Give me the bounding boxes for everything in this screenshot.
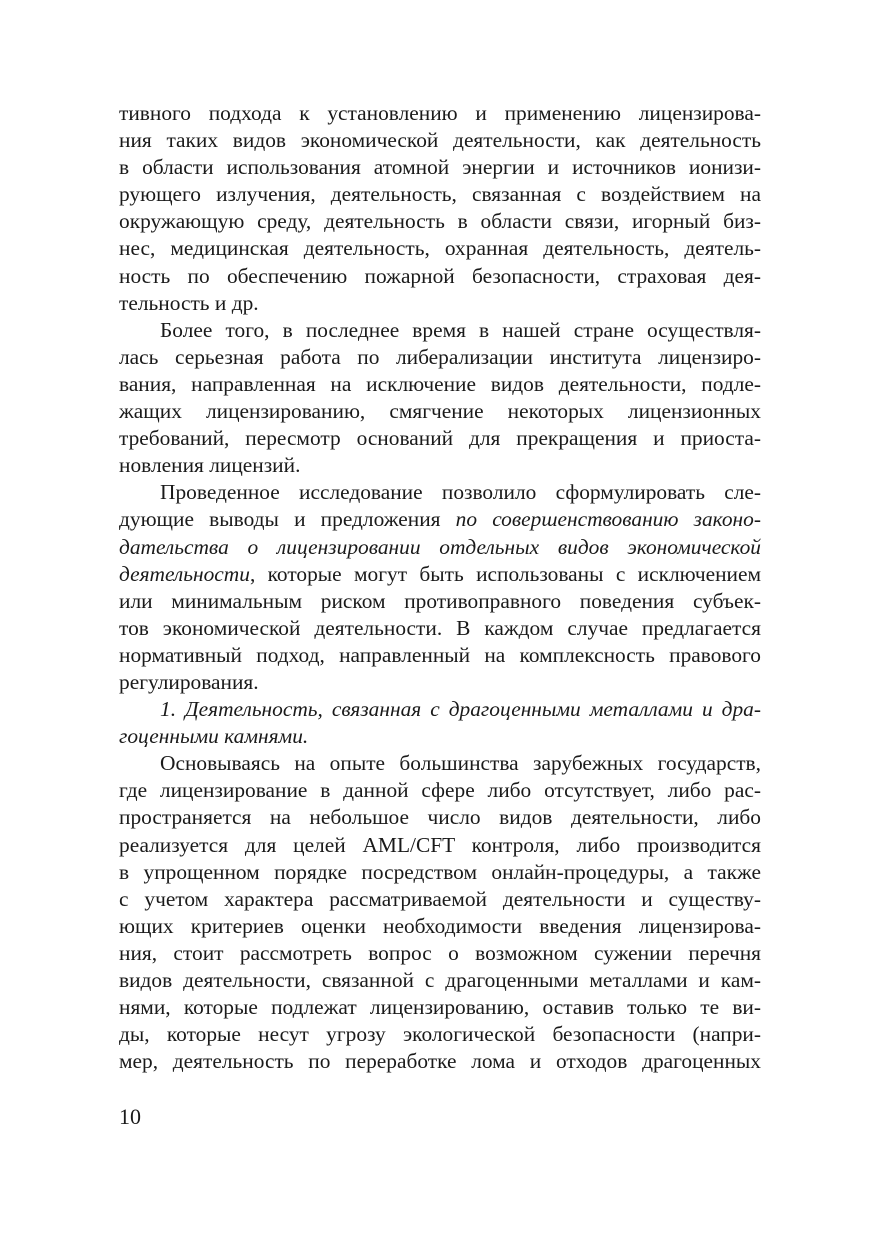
text-line: тивного подхода к установлению и применению лицензирова- (119, 101, 761, 125)
text-fragment: дующие выводы и предложения (119, 507, 456, 532)
text-line: ющих критериев оценки необходимости введения лицензирова- (119, 913, 761, 938)
text-line: лась серьезная работа по либерализации института лицензиро- (119, 344, 761, 369)
italic-line: дательства о лицензировании отдельных видов экономической (119, 534, 761, 559)
text-line: с учетом характера рассматриваемой деятельности и существу- (119, 886, 761, 911)
text-line: мер, деятельность по переработке лома и отходов драгоценных (119, 1049, 761, 1074)
text-line: рующего излучения, деятельность, связанная с воздействием на (119, 182, 761, 207)
body-text (119, 100, 761, 1075)
italic-line: 1. Деятельность, связанная с драгоценными металлами и дра- (160, 697, 761, 722)
text-line (119, 561, 761, 588)
text-line: нес, медицинская деятельность, охранная деятельность, деятель- (119, 236, 761, 261)
text-line: требований, пересмотр оснований для прекращения и приоста- (119, 426, 761, 451)
text-line: жащих лицензированию, смягчение некоторых лицензионных (119, 399, 761, 424)
text-line: окружающую среду, деятельность в области связи, игорный биз- (119, 209, 761, 234)
italic-line: гоценными камнями. (119, 724, 309, 749)
text-line: тов экономической деятельности. В каждом случае предлагается (119, 615, 761, 640)
italic-fragment: по совершенствованию законо- (455, 507, 761, 532)
section-heading (119, 696, 761, 750)
text-line: нями, которые подлежат лицензированию, оставив только те ви- (119, 995, 761, 1020)
text-line: ния таких видов экономической деятельности, как деятельность (119, 128, 761, 153)
text-line: ния, стоит рассмотреть вопрос о возможном сужении перечня (119, 940, 761, 965)
text-line: новления лицензий. (119, 453, 301, 478)
italic-fragment: деятельности (119, 561, 250, 586)
text-line: Более того, в последнее время в нашей стране осуществля- (160, 317, 761, 342)
text-fragment: , которые могут быть использованы с исключением (249, 561, 761, 586)
text-line: тельность и др. (119, 290, 259, 315)
text-line: в области использования атомной энергии и источников ионизи- (119, 155, 761, 180)
paragraph-2 (119, 317, 761, 480)
text-line: реализуется для целей AML/CFT контроля, либо производится (119, 832, 761, 857)
text-line (119, 506, 761, 533)
text-line: Основываясь на опыте большинства зарубежных государств, (160, 751, 761, 776)
text-line: ды, которые несут угрозу экологической безопасности (напри- (119, 1022, 761, 1047)
text-line: регулирования. (119, 669, 259, 694)
text-line: вания, направленная на исключение видов деятельности, подле- (119, 371, 761, 396)
paragraph-1 (119, 100, 761, 317)
text-line: в упрощенном порядке посредством онлайн-процедуры, а также (119, 859, 761, 884)
text-line: пространяется на небольшое число видов деятельности, либо (119, 805, 761, 830)
paragraph-3 (119, 479, 761, 696)
text-line: Проведенное исследование позволило сформулировать сле- (160, 480, 761, 505)
text-line: видов деятельности, связанной с драгоценными металлами и кам- (119, 968, 761, 992)
text-line: или минимальным риском противоправного поведения субъек- (119, 588, 761, 613)
page-number: 10 (119, 1104, 141, 1129)
text-line: нормативный подход, направленный на комплексность правового (119, 642, 761, 667)
text-line: где лицензирование в данной сфере либо отсутствует, либо рас- (119, 778, 761, 803)
text-line: ность по обеспечению пожарной безопасности, страховая дея- (119, 263, 761, 288)
paragraph-5 (119, 750, 761, 1075)
